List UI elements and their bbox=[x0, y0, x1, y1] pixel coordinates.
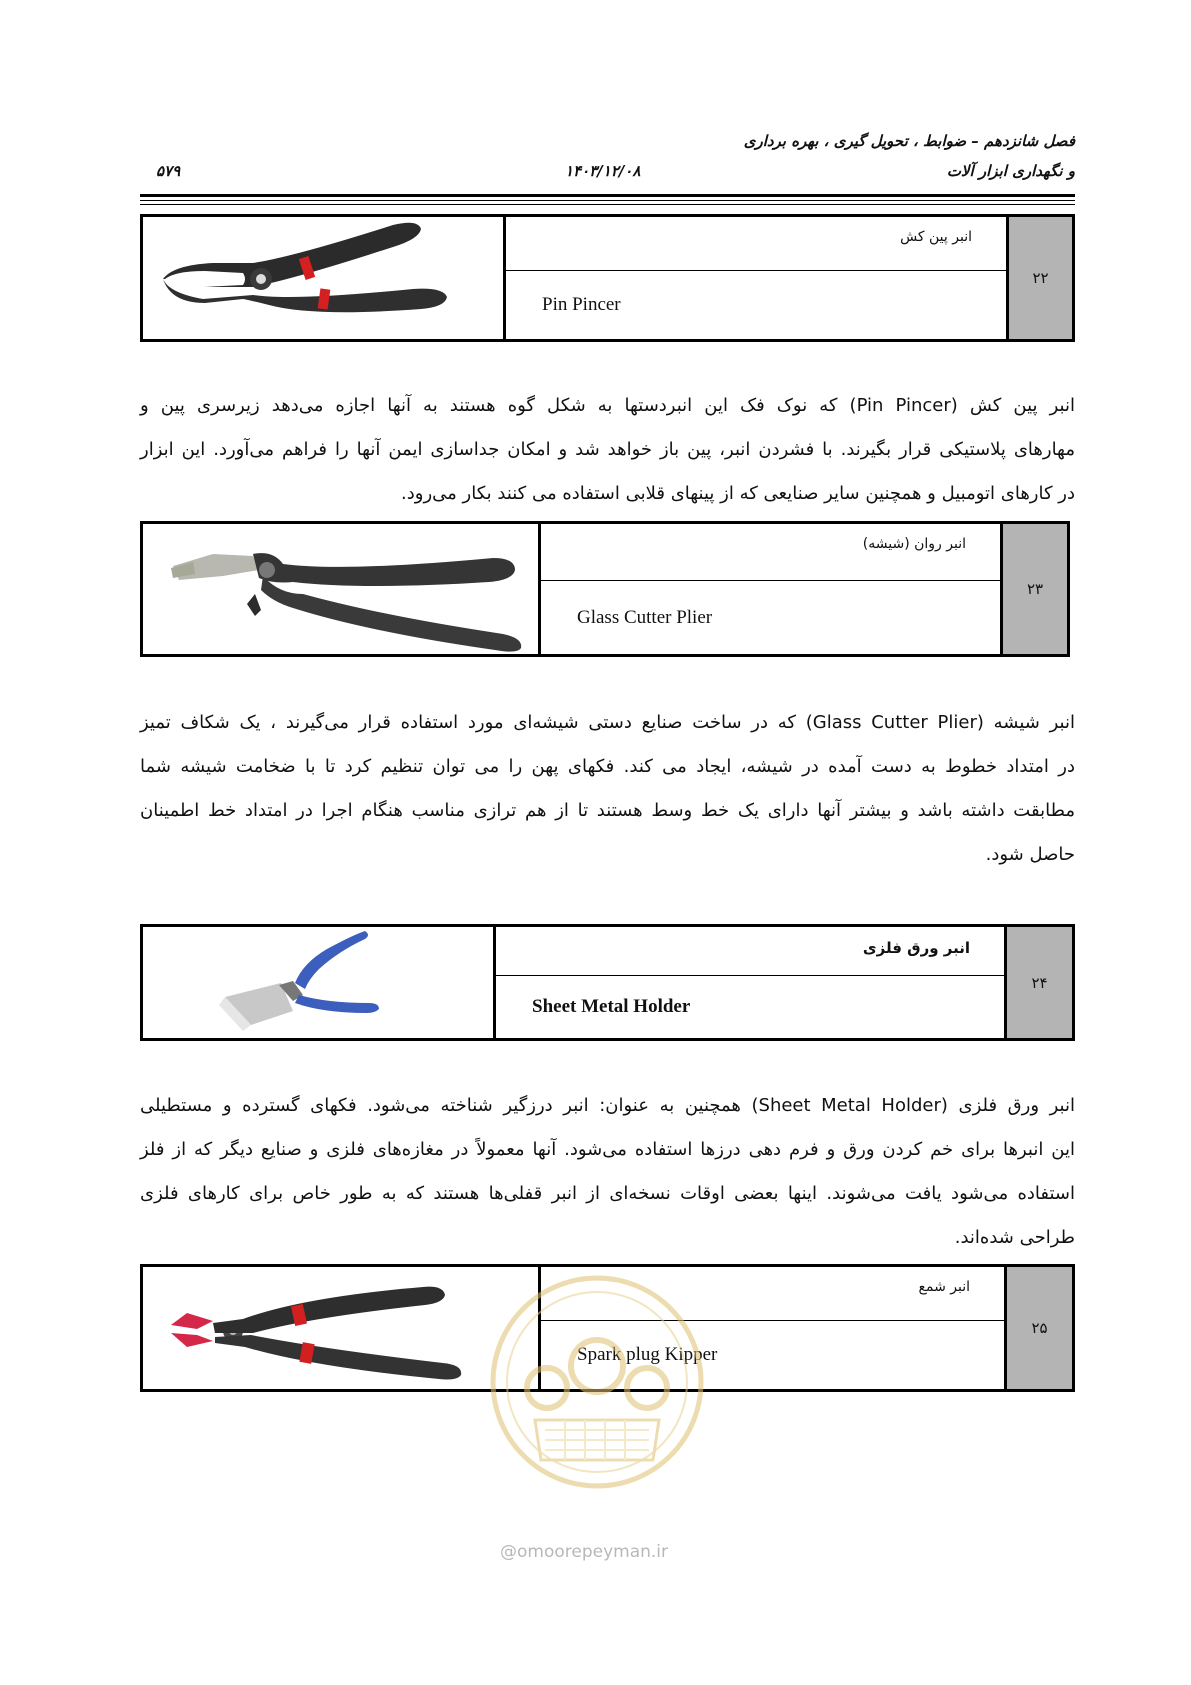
header-divider bbox=[140, 194, 1075, 197]
tool-number-cell bbox=[1000, 524, 1067, 654]
tool-english-name: Glass Cutter Plier bbox=[577, 606, 713, 628]
paragraph-line: مهارهای پلاستیکی قرار بگیرند. با فشردن انبر، پین باز خواهد شد و امکان جداسازی ایمن آنها را فراهم می‌آورد. این ابزار bbox=[140, 439, 1075, 460]
paragraph-line: در امتداد خطوط به دست آمده در شیشه، ایجاد می کند. فکهای پهن را می توان تنظیم کرد تا با ضخامت شیشه شما bbox=[140, 756, 1075, 777]
tool-image-cell bbox=[143, 217, 506, 339]
sheet-metal-holder-icon bbox=[143, 927, 493, 1038]
tool-number-cell bbox=[1004, 927, 1072, 1038]
header-divider bbox=[140, 200, 1075, 201]
page-header bbox=[140, 128, 1075, 198]
paragraph-line: این انبرها برای خم کردن ورق و فرم دهی درزها استفاده می‌شود. آنها معمولاً در مغازه‌های فلزی و صنایع دیگر که از فلز bbox=[140, 1139, 1075, 1160]
tool-image-cell bbox=[143, 524, 541, 654]
paragraph-line: انبر ورق فلزی (Sheet Metal Holder) همچنین به عنوان: انبر درزگیر شناخته می‌شود. فکهای گسترده و مستطیلی bbox=[140, 1095, 1075, 1116]
header-date: ۱۴۰۳/۱۲/۰۸ bbox=[565, 162, 641, 180]
tool-image-cell bbox=[143, 927, 496, 1038]
tool-persian-name: انبر ورق فلزی bbox=[496, 927, 1004, 976]
paragraph-sheet-metal bbox=[140, 1084, 1075, 1260]
paragraph-line: استفاده می‌شود یافت می‌شوند. اینها بعضی اوقات نسخه‌ای از انبر قفلی‌ها هستند که به طور خاص برای کارهای فلزی bbox=[140, 1183, 1075, 1204]
page-number: ۵۷۹ bbox=[156, 162, 181, 180]
chapter-subtitle: و نگهداری ابزار آلات bbox=[946, 162, 1075, 180]
tool-persian-name: انبر روان (شیشه) bbox=[541, 524, 1000, 581]
tool-english-name: Pin Pincer bbox=[542, 293, 621, 315]
tool-number: ۲۵ bbox=[1031, 1319, 1048, 1337]
tool-english-name: Sheet Metal Holder bbox=[532, 995, 691, 1017]
tool-number: ۲۳ bbox=[1026, 580, 1044, 598]
tool-table-24 bbox=[140, 924, 1075, 1041]
paragraph-line: مطابقت داشته باشد و بیشتر آنها دارای یک خط وسط هستند تا از هم ترازی مناسب هنگام اجرا در امتداد خط اطمینان bbox=[140, 800, 1075, 821]
paragraph-glass-cutter bbox=[140, 701, 1075, 877]
tool-table-22 bbox=[140, 214, 1075, 342]
pin-pincer-icon bbox=[143, 217, 503, 339]
paragraph-line: انبر پین کش (Pin Pincer) که نوک فک این انبردستها به شکل گوه هستند به آنها اجازه می‌دهد زیرسری پین و bbox=[140, 395, 1075, 416]
paragraph-line: انبر شیشه (Glass Cutter Plier) که در ساخت صنایع دستی شیشه‌ای مورد استفاده قرار می‌گیرند ، یک شکاف تمیز bbox=[140, 712, 1076, 733]
glass-cutter-plier-icon bbox=[143, 524, 539, 654]
tool-name-cell bbox=[496, 927, 1004, 1038]
paragraph-line: طراحی شده‌اند. bbox=[954, 1227, 1075, 1248]
tool-english-name: Spark plug Kipper bbox=[577, 1343, 718, 1365]
tool-number-cell bbox=[1004, 1267, 1072, 1389]
paragraph-line: در کارهای اتومبیل و همچنین سایر صنایعی که از پینهای قلابی استفاده می کنند بکار می‌رود. bbox=[401, 483, 1075, 504]
watermark-seal-logo bbox=[485, 1270, 710, 1495]
tool-number-cell bbox=[1006, 217, 1072, 339]
tool-table-23 bbox=[140, 521, 1070, 657]
chapter-title: فصل شانزدهم – ضوابط ، تحویل گیری ، بهره برداری bbox=[743, 132, 1075, 150]
tool-name-cell bbox=[506, 217, 1006, 339]
paragraph-pin-pincer bbox=[140, 384, 1075, 516]
tool-persian-name: انبر شمع bbox=[541, 1267, 1004, 1321]
watermark-url: @omoorepeyman.ir bbox=[500, 1542, 669, 1562]
paragraph-line: حاصل شود. bbox=[985, 844, 1075, 865]
tool-number: ۲۲ bbox=[1032, 269, 1049, 287]
spark-plug-kipper-icon bbox=[143, 1267, 539, 1389]
tool-name-cell bbox=[541, 524, 1000, 654]
tool-persian-name: انبر پین کش bbox=[506, 217, 1006, 271]
tool-image-cell bbox=[143, 1267, 541, 1389]
header-divider bbox=[140, 204, 1075, 205]
tool-number: ۲۴ bbox=[1031, 973, 1048, 992]
